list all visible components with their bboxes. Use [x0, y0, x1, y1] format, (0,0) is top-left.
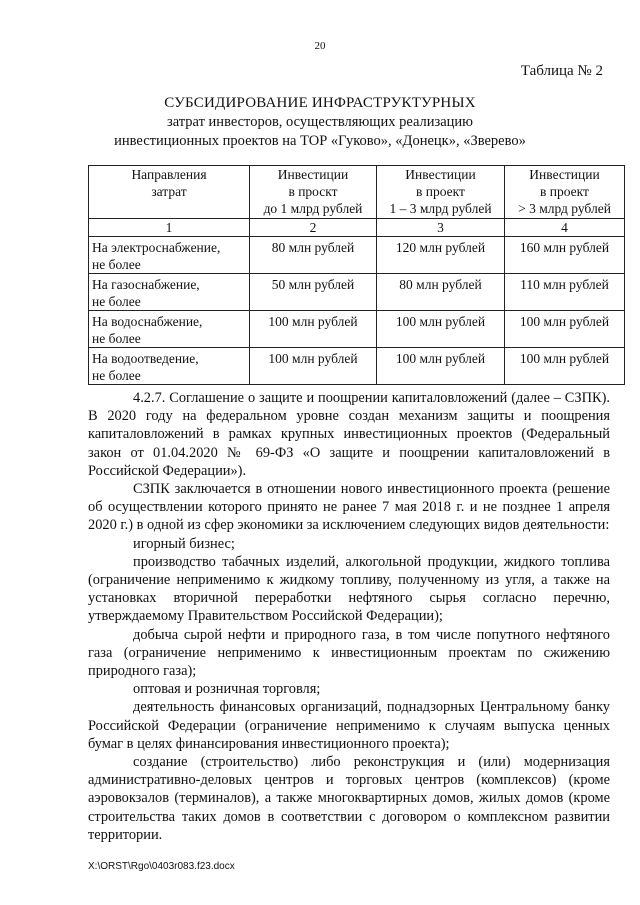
list-item: создание (строительство) либо реконструкция и (или) модернизация административно-деловых центров и торговых центров (комплексов) (кроме аэровокзалов (терминалов), а также многоквартирных домов, жилых домов (кроме строительства таких домов в соответствии с договором о комплексном развитии территории.	[88, 754, 610, 843]
table-row	[89, 274, 625, 311]
value-cell: 100 млн рублей	[377, 348, 505, 385]
title-line-1: СУБСИДИРОВАНИЕ ИНФРАСТРУКТУРНЫХ	[164, 95, 476, 111]
list-item: добыча сырой нефти и природного газа, в том числе попутного нефтяного газа (ограничение неприменимо к инвестиционным проектам по сжижению природного газа);	[88, 626, 610, 680]
table-row	[89, 311, 625, 348]
direction-cell: На газоснабжение, не более	[89, 274, 250, 311]
header-cell-under-1bn: Инвестиции в проскт до 1 млрд рублей	[250, 166, 377, 219]
value-cell: 80 млн рублей	[377, 274, 505, 311]
value-cell: 100 млн рублей	[250, 348, 377, 385]
value-cell: 80 млн рублей	[250, 237, 377, 274]
table-label: Таблица № 2	[520, 63, 603, 79]
paragraph-szpk-intro: 4.2.7. Соглашение о защите и поощрении капиталовложений (далее – СЗПК). В 2020 году на федеральном уровне создан механизм защиты и поощрения капиталовложений в рамках крупных инвестиционных проектов (Федеральный закон от 01.04.2020 № 69-ФЗ «О защите и поощрении капиталовложений в Российской Федерации»).	[88, 390, 610, 479]
header-cell-directions: Направления затрат	[89, 166, 250, 219]
page-number: 20	[314, 40, 326, 52]
column-number: 2	[250, 219, 377, 237]
paragraph-szpk-conditions: СЗПК заключается в отношении нового инвестиционного проекта (решение об осуществлении которого принято не ранее 7 мая 2018 г. и не позднее 1 апреля 2020 г.) в одной из сфер экономики за исключением следующих видов деятельности:	[88, 481, 610, 534]
value-cell: 100 млн рублей	[377, 311, 505, 348]
table-title	[60, 94, 580, 151]
list-item: производство табачных изделий, алкогольной продукции, жидкого топлива (ограничение неприменимо к жидкому топливу, полученному из угля, а также на установках вторичной переработки нефтяного сырья согласно перечню, утверждаемому Правительством Российской Федерации);	[88, 553, 610, 625]
list-item: оптовая и розничная торговля;	[133, 681, 321, 698]
value-cell: 110 млн рублей	[505, 274, 625, 311]
header-cell-over-3bn: Инвестиции в проект > 3 млрд рублей	[505, 166, 625, 219]
value-cell: 160 млн рублей	[505, 237, 625, 274]
file-path-footer: X:\ORST\Rgo\0403r083.f23.docx	[88, 861, 235, 872]
header-cell-1-3bn: Инвестиции в проект 1 – 3 млрд рублей	[377, 166, 505, 219]
subsidy-table	[88, 165, 625, 385]
value-cell: 100 млн рублей	[250, 311, 377, 348]
value-cell: 50 млн рублей	[250, 274, 377, 311]
table-row	[89, 348, 625, 385]
direction-cell: На водоснабжение, не более	[89, 311, 250, 348]
column-number: 1	[89, 219, 250, 237]
column-number: 4	[505, 219, 625, 237]
value-cell: 120 млн рублей	[377, 237, 505, 274]
title-line-2: затрат инвесторов, осуществляющих реализацию	[166, 114, 474, 130]
direction-cell: На электроснабжение, не более	[89, 237, 250, 274]
value-cell: 100 млн рублей	[505, 311, 625, 348]
list-item: игорный бизнес;	[133, 535, 235, 552]
column-number-row	[89, 219, 625, 237]
direction-cell: На водоотведение, не более	[89, 348, 250, 385]
table-header-row	[89, 166, 625, 219]
body-text	[88, 389, 610, 844]
value-cell: 100 млн рублей	[505, 348, 625, 385]
table-row	[89, 237, 625, 274]
column-number: 3	[377, 219, 505, 237]
title-line-3: инвестиционных проектов на ТОР «Гуково», «Донецк», «Зверево»	[114, 133, 526, 149]
list-item: деятельность финансовых организаций, поднадзорных Центральному банку Российской Федерации (ограничение неприменимо к случаям выпуска ценных бумаг в целях финансирования инвестиционного проекта);	[88, 699, 610, 752]
